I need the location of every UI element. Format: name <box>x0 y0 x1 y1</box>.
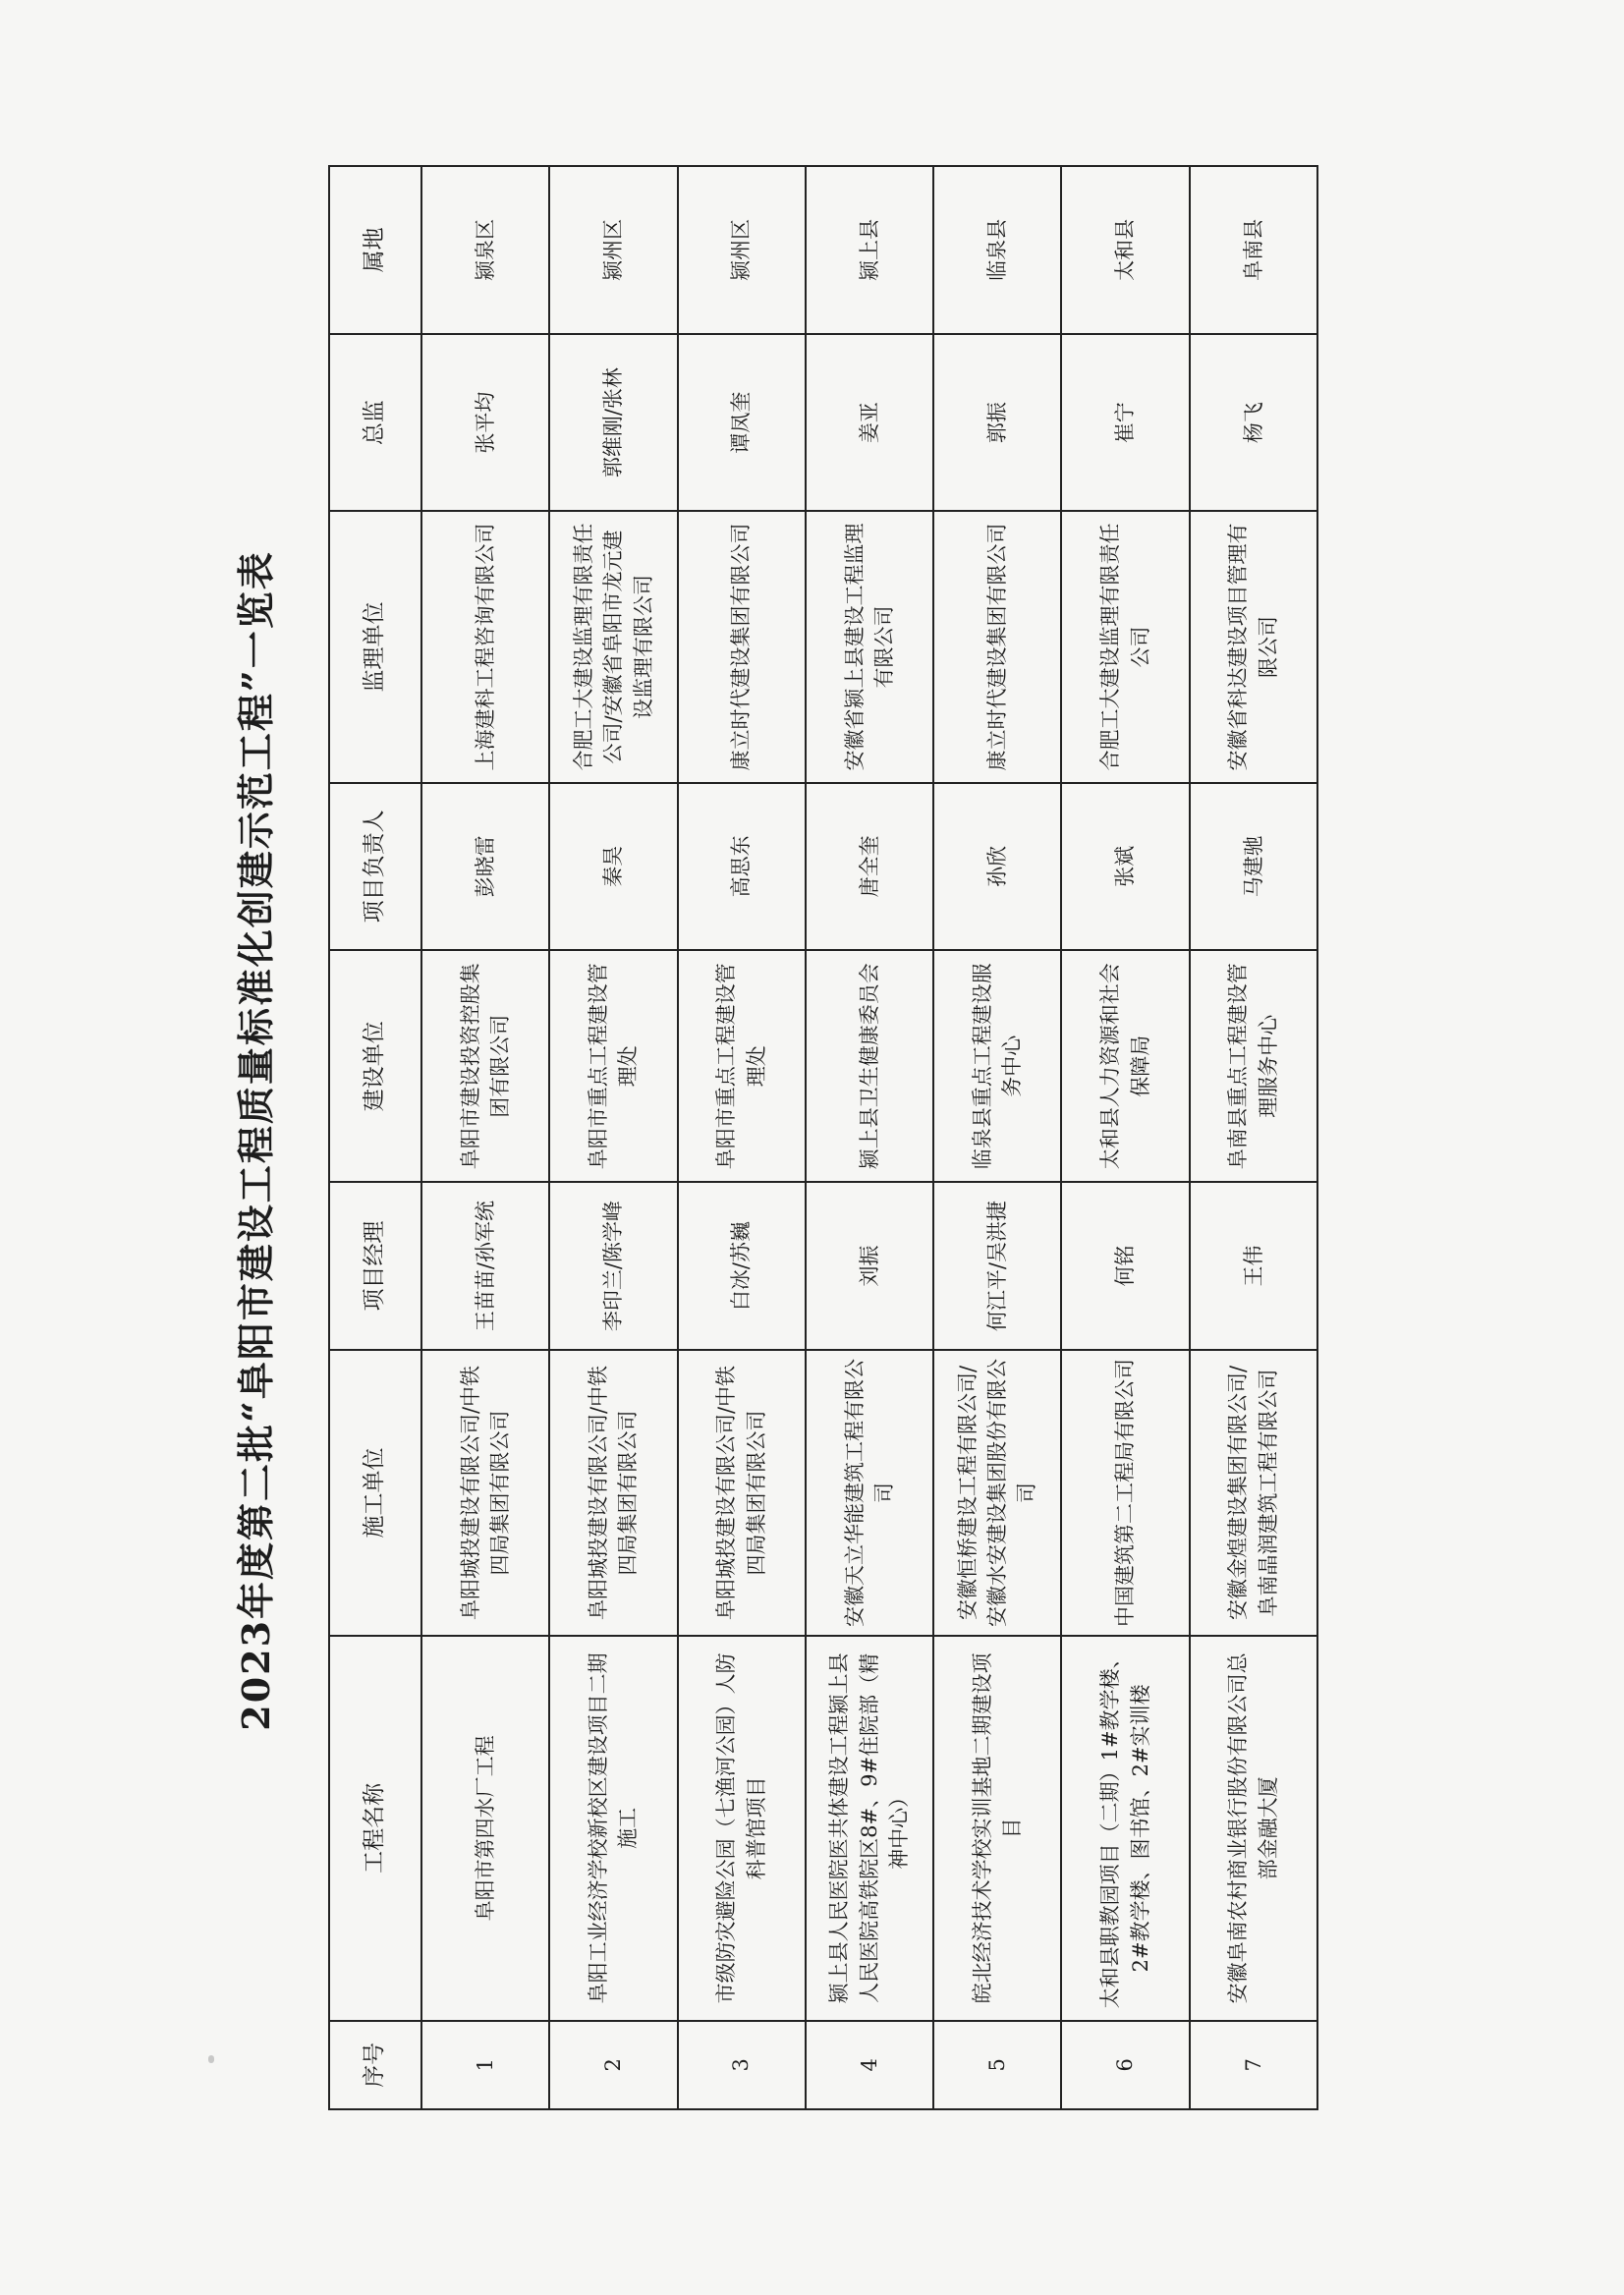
cell-district: 颍泉区 <box>421 166 549 334</box>
cell-manager: 何铭 <box>1061 1182 1189 1350</box>
cell-owner-lead: 马建驰 <box>1190 783 1317 951</box>
cell-owner-lead: 张斌 <box>1061 783 1189 951</box>
scan-speck <box>208 2055 214 2063</box>
table-row <box>933 166 1061 2109</box>
cell-contractor: 中国建筑第二工程局有限公司 <box>1061 1350 1189 1636</box>
cell-index: 2 <box>549 2021 677 2109</box>
cell-index: 1 <box>421 2021 549 2109</box>
cell-index: 5 <box>933 2021 1061 2109</box>
header-chief: 总监 <box>329 334 421 512</box>
document-title: 2023年度第二批“阜阳市建设工程质量标准化创建示范工程”一览表 <box>234 550 278 1731</box>
table-row <box>806 166 933 2109</box>
cell-chief: 张平均 <box>421 334 549 512</box>
cell-supervisor: 合肥工大建设监理有限责任公司/安徽省阜阳市龙元建设监理有限公司 <box>549 511 677 782</box>
cell-project: 市级防灾避险公园（七渔河公园）人防科普馆项目 <box>678 1636 806 2021</box>
cell-project: 阜阳市第四水厂工程 <box>421 1636 549 2021</box>
cell-supervisor: 合肥工大建设监理有限责任公司 <box>1061 511 1189 782</box>
cell-manager: 李印兰/陈学峰 <box>549 1182 677 1350</box>
cell-index: 4 <box>806 2021 933 2109</box>
table-row <box>678 166 806 2109</box>
cell-chief: 姜亚 <box>806 334 933 512</box>
cell-owner-lead: 高思东 <box>678 783 806 951</box>
cell-district: 阜南县 <box>1190 166 1317 334</box>
cell-contractor: 安徽天立华能建筑工程有限公司 <box>806 1350 933 1636</box>
header-district: 属地 <box>329 166 421 334</box>
cell-owner: 太和县人力资源和社会保障局 <box>1061 950 1189 1182</box>
cell-project: 颍上县人民医院医共体建设工程颍上县人民医院高铁院区8#、9#住院部（精神中心） <box>806 1636 933 2021</box>
cell-district: 太和县 <box>1061 166 1189 334</box>
cell-owner: 临泉县重点工程建设服务中心 <box>933 950 1061 1182</box>
cell-owner: 阜阳市重点工程建设管理处 <box>678 950 806 1182</box>
cell-manager: 白冰/苏巍 <box>678 1182 806 1350</box>
cell-district: 颍州区 <box>678 166 806 334</box>
cell-supervisor: 上海建科工程咨询有限公司 <box>421 511 549 782</box>
cell-index: 3 <box>678 2021 806 2109</box>
header-index: 序号 <box>329 2021 421 2109</box>
cell-owner: 阜阳市建设投资控股集团有限公司 <box>421 950 549 1182</box>
cell-manager: 何江平/吴洪捷 <box>933 1182 1061 1350</box>
cell-owner-lead: 唐全奎 <box>806 783 933 951</box>
cell-project: 安徽阜南农村商业银行股份有限公司总部金融大厦 <box>1190 1636 1317 2021</box>
projects-table <box>328 165 1318 2110</box>
header-contractor: 施工单位 <box>329 1350 421 1636</box>
cell-owner: 颍上县卫生健康委员会 <box>806 950 933 1182</box>
header-project: 工程名称 <box>329 1636 421 2021</box>
header-owner-lead: 项目负责人 <box>329 783 421 951</box>
cell-supervisor: 安徽省颍上县建设工程监理有限公司 <box>806 511 933 782</box>
cell-index: 6 <box>1061 2021 1189 2109</box>
cell-supervisor: 安徽省科达建设项目管理有限公司 <box>1190 511 1317 782</box>
cell-chief: 郭维刚/张林 <box>549 334 677 512</box>
cell-manager: 刘振 <box>806 1182 933 1350</box>
cell-district: 临泉县 <box>933 166 1061 334</box>
cell-chief: 谭凤奎 <box>678 334 806 512</box>
cell-chief: 崔宁 <box>1061 334 1189 512</box>
table-row <box>421 166 549 2109</box>
rotated-sheet <box>202 147 1322 2134</box>
cell-manager: 王苗苗/孙军统 <box>421 1182 549 1350</box>
cell-chief: 郭振 <box>933 334 1061 512</box>
cell-owner-lead: 彭晓雷 <box>421 783 549 951</box>
header-manager: 项目经理 <box>329 1182 421 1350</box>
cell-supervisor: 康立时代建设集团有限公司 <box>678 511 806 782</box>
cell-contractor: 阜阳城投建设有限公司/中铁四局集团有限公司 <box>678 1350 806 1636</box>
table-row <box>1061 166 1189 2109</box>
cell-owner: 阜阳市重点工程建设管理处 <box>549 950 677 1182</box>
table-row <box>1190 166 1317 2109</box>
header-row <box>329 166 421 2109</box>
cell-contractor: 阜阳城投建设有限公司/中铁四局集团有限公司 <box>549 1350 677 1636</box>
cell-chief: 杨飞 <box>1190 334 1317 512</box>
table-row <box>549 166 677 2109</box>
cell-district: 颍上县 <box>806 166 933 334</box>
cell-contractor: 安徽恒桥建设工程有限公司/安徽水安建设集团股份有限公司 <box>933 1350 1061 1636</box>
cell-index: 7 <box>1190 2021 1317 2109</box>
cell-project: 阜阳工业经济学校新校区建设项目二期施工 <box>549 1636 677 2021</box>
cell-owner-lead: 秦昊 <box>549 783 677 951</box>
header-supervisor: 监理单位 <box>329 511 421 782</box>
cell-district: 颍州区 <box>549 166 677 334</box>
cell-project: 皖北经济技术学校实训基地二期建设项目 <box>933 1636 1061 2021</box>
cell-contractor: 阜阳城投建设有限公司/中铁四局集团有限公司 <box>421 1350 549 1636</box>
cell-owner: 阜南县重点工程建设管理服务中心 <box>1190 950 1317 1182</box>
cell-contractor: 安徽金煌建设集团有限公司/阜南晶润建筑工程有限公司 <box>1190 1350 1317 1636</box>
cell-owner-lead: 孙欣 <box>933 783 1061 951</box>
header-owner: 建设单位 <box>329 950 421 1182</box>
cell-manager: 王伟 <box>1190 1182 1317 1350</box>
cell-project: 太和县职教园项目（二期）1#教学楼、2#教学楼、图书馆、2#实训楼 <box>1061 1636 1189 2021</box>
cell-supervisor: 康立时代建设集团有限公司 <box>933 511 1061 782</box>
